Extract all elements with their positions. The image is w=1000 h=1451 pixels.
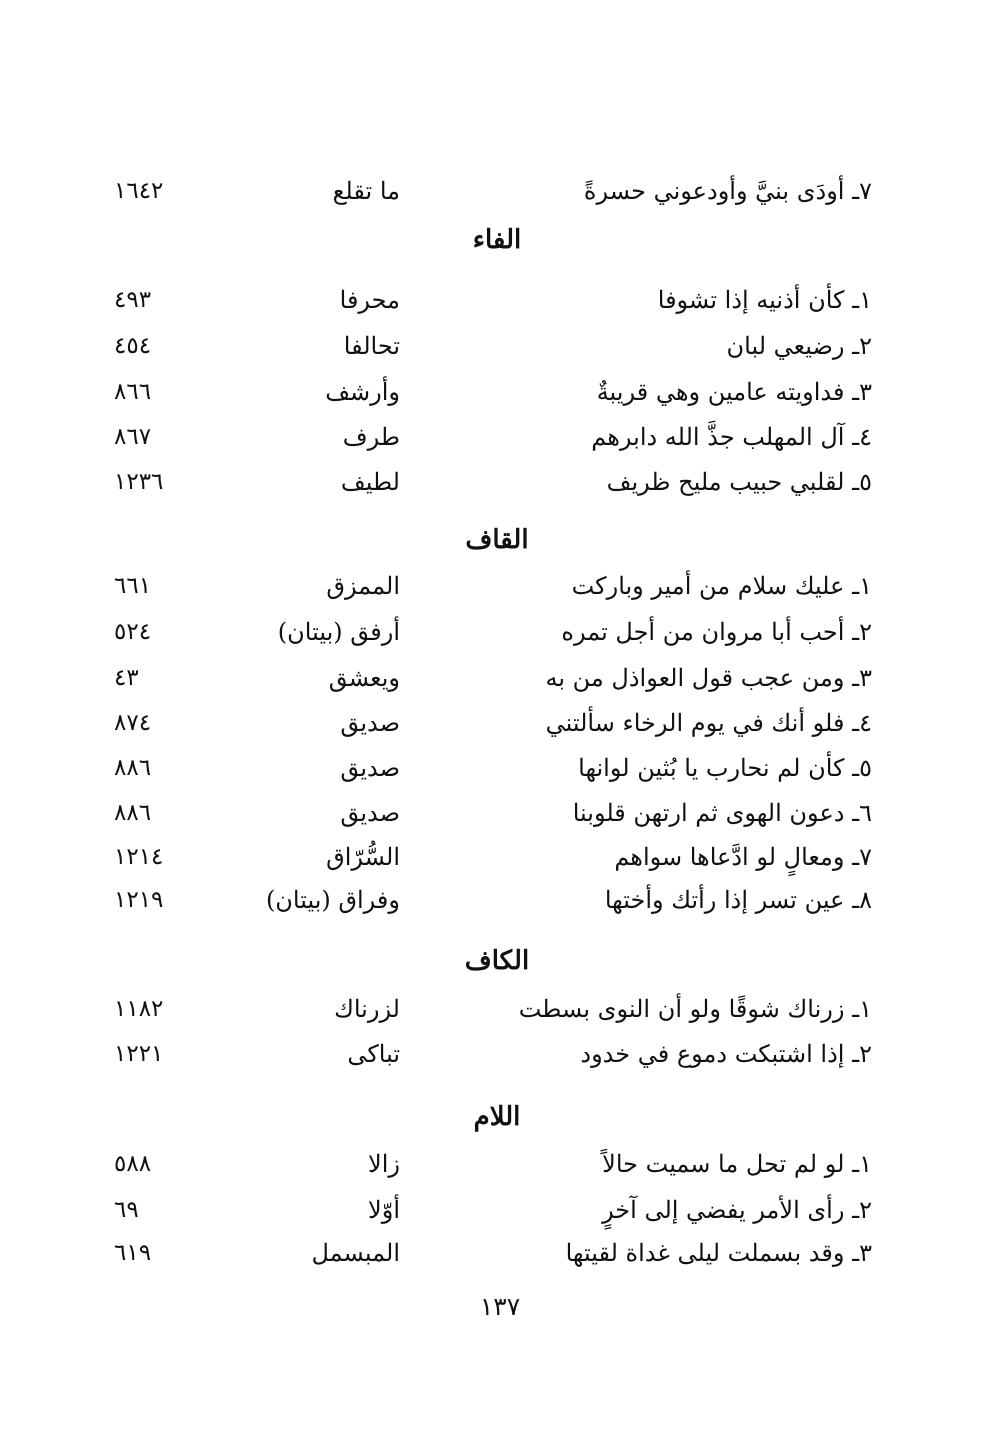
page-reference: ٨٧٤ (114, 710, 152, 736)
page-reference: ٦١٩ (114, 1240, 152, 1266)
index-entry (0, 657, 1000, 699)
page-reference: ٨٦٧ (114, 424, 152, 450)
page-reference: ١٢١٤ (114, 844, 164, 870)
index-entry (0, 461, 1000, 503)
index-entry (0, 1033, 1000, 1075)
section-heading-fa: الفاء (472, 225, 522, 255)
rhyme-word: المبسمل (311, 1239, 400, 1267)
rhyme-word: الممزق (326, 572, 400, 600)
verse-opening: ٦ـ دعون الهوى ثم ارتهن قلوبنا (572, 799, 872, 827)
verse-opening: ٥ـ لقلبي حبيب مليح ظريف (606, 468, 872, 496)
rhyme-word: صديق (340, 799, 400, 827)
rhyme-word: زالا (368, 1150, 400, 1178)
verse-opening: ٢ـ إذا اشتبكت دموع في خدود (580, 1040, 872, 1068)
verse-opening: ٢ـ رضيعي لبان (726, 332, 872, 360)
verse-opening: ٨ـ عين تسر إذا رأتك وأختها (604, 886, 872, 914)
page-reference: ١٢٢١ (114, 1041, 164, 1067)
index-entry (0, 611, 1000, 653)
rhyme-word: ويعشق (328, 664, 400, 692)
index-entry (0, 836, 1000, 878)
page-reference: ١٢٣٦ (114, 469, 164, 495)
page-reference: ٥٨٨ (114, 1151, 152, 1177)
verse-opening: ٧ـ أودَى بنيَّ وأودعوني حسرةً (583, 177, 872, 205)
rhyme-word: تباكى (347, 1040, 400, 1068)
verse-opening: ٣ـ ومن عجب قول العواذل من به (545, 664, 872, 692)
verse-opening: ١ـ لو لم تحل ما سميت حالاً (602, 1150, 872, 1178)
page-reference: ٤٩٣ (114, 287, 152, 313)
rhyme-word: السُّرّاق (326, 843, 400, 871)
verse-opening: ٥ـ كأن لم نحارب يا بُثين لوانها (578, 754, 872, 782)
index-entry (0, 279, 1000, 321)
index-entry (0, 170, 1000, 212)
rhyme-word: أوّلا (368, 1196, 400, 1224)
rhyme-word: محرفا (339, 286, 400, 314)
verse-opening: ١ـ عليك سلام من أمير وباركت (571, 572, 872, 600)
index-entry (0, 1232, 1000, 1274)
page-reference: ٨٨٦ (114, 755, 152, 781)
section-heading-qaf: القاف (465, 525, 529, 555)
index-entry (0, 325, 1000, 367)
rhyme-word: ما تقلع (332, 177, 400, 205)
rhyme-word: صديق (340, 709, 400, 737)
page-reference: ٦٦١ (114, 573, 152, 599)
verse-opening: ٧ـ ومعالٍ لو ادَّعاها سواهم (614, 843, 872, 871)
index-entry (0, 747, 1000, 789)
rhyme-word: وأرشف (325, 378, 400, 406)
section-heading-kaf: الكاف (464, 946, 530, 976)
verse-opening: ٤ـ آل المهلب جذَّ الله دابرهم (591, 423, 872, 451)
page-reference: ٤٣ (114, 665, 139, 691)
rhyme-word: أرفق (بيتان) (277, 618, 400, 646)
page-reference: ٨٦٦ (114, 379, 152, 405)
rhyme-word: وفراق (بيتان) (265, 886, 400, 914)
rhyme-word: طرف (342, 423, 400, 451)
index-entry (0, 1189, 1000, 1231)
index-entry (0, 371, 1000, 413)
index-entry (0, 702, 1000, 744)
page-reference: ٤٥٤ (114, 333, 152, 359)
section-heading-lam: اللام (473, 1102, 521, 1132)
verse-opening: ١ـ زرناك شوقًا ولو أن النوى بسطت (518, 995, 872, 1023)
page-reference: ٦٩ (114, 1197, 139, 1223)
verse-opening: ٣ـ فداويته عامين وهي قريبةٌ (596, 378, 872, 406)
index-entry (0, 792, 1000, 834)
index-entry (0, 988, 1000, 1030)
verse-opening: ٢ـ رأى الأمر يفضي إلى آخرٍ (602, 1196, 872, 1224)
page-reference: ٥٢٤ (114, 619, 152, 645)
rhyme-word: تحالفا (343, 332, 400, 360)
verse-opening: ٤ـ فلو أنك في يوم الرخاء سألتني (545, 709, 872, 737)
page-reference: ١٦٤٢ (114, 178, 164, 204)
rhyme-word: صديق (340, 754, 400, 782)
page-reference: ١٢١٩ (114, 887, 164, 913)
page-reference: ١١٨٢ (114, 996, 164, 1022)
index-entry (0, 879, 1000, 921)
page-number: ١٣٧ (479, 1292, 521, 1321)
index-entry (0, 416, 1000, 458)
verse-opening: ١ـ كأن أذنيه إذا تشوفا (657, 286, 872, 314)
rhyme-word: لزرناك (334, 995, 400, 1023)
page-reference: ٨٨٦ (114, 800, 152, 826)
rhyme-word: لطيف (340, 468, 400, 496)
index-entry (0, 565, 1000, 607)
verse-opening: ٣ـ وقد بسملت ليلى غداة لقيتها (565, 1239, 872, 1267)
index-entry (0, 1143, 1000, 1185)
verse-opening: ٢ـ أحب أبا مروان من أجل تمره (561, 618, 872, 646)
